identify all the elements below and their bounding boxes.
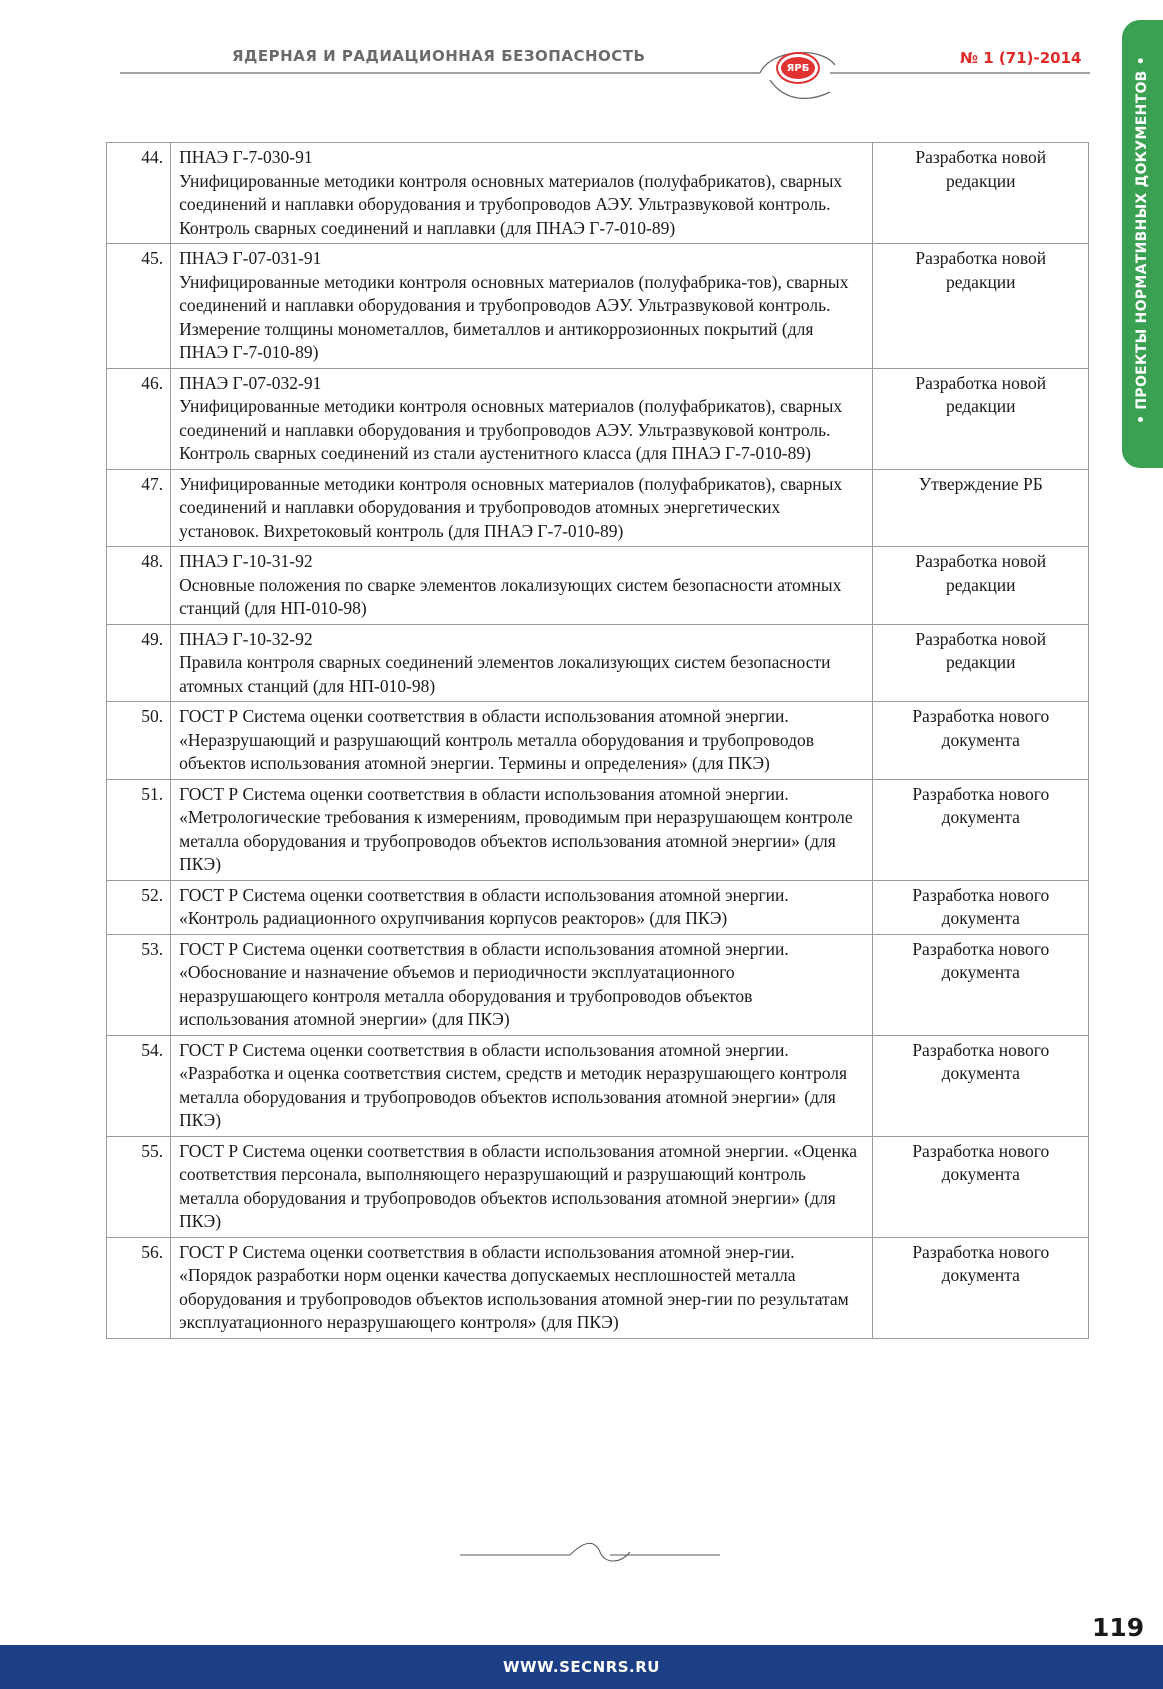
document-title: ПНАЭ Г-7-030-91 Унифицированные методики контроля основных материалов (полуфабрикатов), сварных соединений и наплавки оборудования и трубопроводов АЭУ. Ультразвуковой контроль. Контроль сварных соединений и наплавки (для ПНАЭ Г-7-010-89) [171,143,872,244]
document-status: Разработка нового документа [872,1237,1088,1338]
documents-table-body [107,143,1089,1339]
row-number: 47. [107,469,171,547]
table-row [107,244,1089,369]
row-number: 48. [107,547,171,625]
header-rule [120,40,1090,110]
document-title: ГОСТ Р Система оценки соответствия в области использования атомной энергии. «Обоснование и назначение объемов и периодичности эксплуатационного неразрушающего контроля металла оборудования и трубопроводов объектов использования атомной энергии» (для ПКЭ) [171,934,872,1035]
table-row [107,880,1089,934]
document-title: ПНАЭ Г-10-31-92 Основные положения по сварке элементов локализующих систем безопасности атомных станций (для НП-010-98) [171,547,872,625]
issue-number: № 1 (71)-2014 [960,49,1082,67]
page-number: 119 [1092,1613,1145,1642]
row-number: 49. [107,624,171,702]
document-title: Унифицированные методики контроля основных материалов (полуфабрикатов), сварных соединений и наплавки оборудования и трубопроводов атомных энергетических установок. Вихретоковый контроль (для ПНАЭ Г-7-010-89) [171,469,872,547]
document-title: ПНАЭ Г-10-32-92 Правила контроля сварных соединений элементов локализующих систем безопасности атомных станций (для НП-010-98) [171,624,872,702]
row-number: 52. [107,880,171,934]
table-row [107,547,1089,625]
table-row [107,779,1089,880]
table-row [107,624,1089,702]
table-row [107,1136,1089,1237]
footer-website-url: WWW.SECNRS.RU [502,1658,660,1676]
document-status: Разработка нового документа [872,702,1088,780]
row-number: 53. [107,934,171,1035]
document-status: Утверждение РБ [872,469,1088,547]
document-title: ГОСТ Р Система оценки соответствия в области использования атомной энергии. «Метрологические требования к измерениям, проводимым при неразрушающем контроле металла оборудования и трубопроводов объектов использования атомной энергии» (для ПКЭ) [171,779,872,880]
document-status: Разработка новой редакции [872,244,1088,369]
table-row [107,469,1089,547]
document-status: Разработка нового документа [872,779,1088,880]
table-row [107,143,1089,244]
document-status: Разработка нового документа [872,1035,1088,1136]
document-title: ГОСТ Р Система оценки соответствия в области использования атомной энергии. «Контроль радиационного охрупчивания корпусов реакторов» (для ПКЭ) [171,880,872,934]
table-row [107,702,1089,780]
row-number: 54. [107,1035,171,1136]
footer-ornament [460,1538,720,1568]
document-title: ГОСТ Р Система оценки соответствия в области использования атомной энергии. «Неразрушающий и разрушающий контроль металла оборудования и трубопроводов объектов использования атомной энергии. Термины и определения» (для ПКЭ) [171,702,872,780]
document-title: ПНАЭ Г-07-032-91 Унифицированные методики контроля основных материалов (полуфабрикатов), сварных соединений и наплавки оборудования и трубопроводов АЭУ. Ультразвуковой контроль. Контроль сварных соединений из стали аустенитного класса (для ПНАЭ Г-7-010-89) [171,368,872,469]
document-status: Разработка новой редакции [872,547,1088,625]
table-row [107,1237,1089,1338]
journal-logo [776,52,820,84]
documents-table [106,142,1089,1339]
journal-title: ЯДЕРНАЯ И РАДИАЦИОННАЯ БЕЗОПАСНОСТЬ [232,47,646,65]
section-side-tab-label: • ПРОЕКТЫ НОРМАТИВНЫХ ДОКУМЕНТОВ • [1134,55,1150,425]
row-number: 44. [107,143,171,244]
table-row [107,934,1089,1035]
document-title: ГОСТ Р Система оценки соответствия в области использования атомной энергии. «Оценка соответствия персонала, выполняющего неразрушающий и разрушающий контроль металла оборудования и трубопроводов объектов использования атомной энергии» (для ПКЭ) [171,1136,872,1237]
row-number: 55. [107,1136,171,1237]
table-row [107,368,1089,469]
row-number: 51. [107,779,171,880]
document-status: Разработка нового документа [872,934,1088,1035]
document-status: Разработка новой редакции [872,624,1088,702]
footer-bar [0,1645,1163,1689]
document-status: Разработка новой редакции [872,368,1088,469]
row-number: 46. [107,368,171,469]
document-status: Разработка новой редакции [872,143,1088,244]
document-title: ГОСТ Р Система оценки соответствия в области использования атомной энер-гии. «Порядок разработки норм оценки качества допускаемых несплошностей металла оборудования и трубопроводов объектов использования атомной энер-гии по результатам эксплуатационного неразрушающего контроля» (для ПКЭ) [171,1237,872,1338]
document-status: Разработка нового документа [872,880,1088,934]
row-number: 56. [107,1237,171,1338]
row-number: 45. [107,244,171,369]
document-title: ГОСТ Р Система оценки соответствия в области использования атомной энергии. «Разработка и оценка соответствия систем, средств и методик неразрушающего контроля металла оборудования и трубопроводов объектов использования атомной энергии» (для ПКЭ) [171,1035,872,1136]
journal-logo-text: ЯРБ [781,57,815,79]
table-row [107,1035,1089,1136]
document-title: ПНАЭ Г-07-031-91 Унифицированные методики контроля основных материалов (полуфабрика-тов), сварных соединений и наплавки оборудования и трубопроводов АЭУ. Ультразвуковой контроль. Измерение толщины монометаллов, биметаллов и антикоррозионных покрытий (для ПНАЭ Г-7-010-89) [171,244,872,369]
document-status: Разработка нового документа [872,1136,1088,1237]
row-number: 50. [107,702,171,780]
